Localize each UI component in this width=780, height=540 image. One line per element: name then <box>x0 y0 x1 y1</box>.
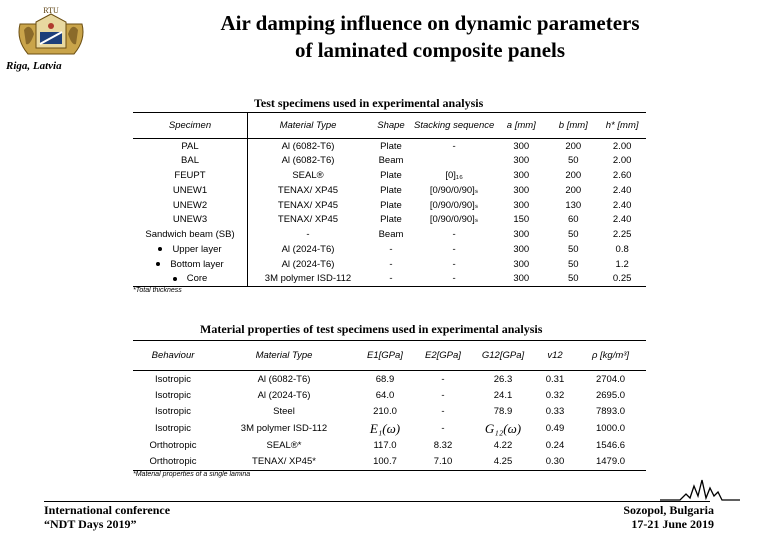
table-cell: Beam <box>378 155 404 167</box>
table-cell: 2.40 <box>612 199 632 211</box>
table-cell: 1546.6 <box>595 439 626 451</box>
table-cell: - <box>441 423 445 435</box>
table-cell: 0.33 <box>545 406 565 418</box>
table-cell: [0/90/0/90]ₛ <box>429 214 479 226</box>
table-cell: 50 <box>567 258 579 270</box>
table-cell: 300 <box>513 184 530 196</box>
footer-divider <box>44 501 710 502</box>
table-row <box>133 212 646 227</box>
table-row <box>133 404 646 421</box>
table-cell: 7893.0 <box>595 406 626 418</box>
col-header: Shape <box>368 113 414 139</box>
table-cell: Plate <box>380 199 402 211</box>
university-logo <box>10 4 92 60</box>
table-cell: 2704.0 <box>595 373 626 385</box>
table-row <box>133 257 646 272</box>
table-cell: Isotropic <box>155 373 191 385</box>
table-cell: 200 <box>565 169 582 181</box>
table-cell: 50 <box>567 229 579 241</box>
col-header: Specimen <box>133 113 248 139</box>
table-cell: 300 <box>513 169 530 181</box>
table-cell: 2695.0 <box>595 389 626 401</box>
table-cell: BAL <box>133 153 248 168</box>
table-cell: Isotropic <box>155 389 191 401</box>
table-cell: 100.7 <box>355 453 415 470</box>
table-row <box>133 168 646 183</box>
table-row <box>133 272 646 287</box>
table-cell: 1000.0 <box>595 423 626 435</box>
table-cell: 4.22 <box>493 439 513 451</box>
table-cell: Al (6082-T6) <box>257 373 311 385</box>
table2-caption: Material properties of test specimens used in experimental analysis <box>200 322 543 336</box>
col-header: h* [mm] <box>598 113 646 139</box>
table-cell: UNEW2 <box>133 198 248 213</box>
table-cell: 300 <box>513 243 530 255</box>
table-cell: 2.00 <box>612 140 632 152</box>
table-row <box>133 183 646 198</box>
specimens-table <box>133 112 646 294</box>
col-header: ρ [kg/m³] <box>575 341 646 371</box>
col-header: b [mm] <box>548 113 598 139</box>
table-cell: 2.00 <box>612 155 632 167</box>
table-cell: Beam <box>378 229 404 241</box>
table-cell: 0.24 <box>545 439 565 451</box>
table-cell: 150 <box>513 214 530 226</box>
table-cell: UNEW3 <box>133 212 248 227</box>
table-cell: 2.25 <box>612 229 632 241</box>
table-cell: 60 <box>567 214 579 226</box>
table-cell: 300 <box>513 155 530 167</box>
table-cell: 26.3 <box>493 373 513 385</box>
signal-wave-icon <box>660 474 740 502</box>
table-cell: Plate <box>380 184 402 196</box>
table-cell: 68.9 <box>375 373 395 385</box>
table2-footnote: *Material properties of a single lamina <box>133 470 251 478</box>
table-row <box>133 227 646 242</box>
table-cell: - <box>452 140 456 152</box>
slide-title <box>150 10 710 64</box>
table-cell: SEAL®* <box>266 439 302 451</box>
svg-text:RTU: RTU <box>43 6 59 15</box>
table-cell: 0.30 <box>535 453 575 470</box>
bullet-icon <box>156 262 160 266</box>
col-header: Behaviour <box>133 341 213 371</box>
table-row <box>133 371 646 388</box>
table-cell: TENAX/ XP45 <box>277 199 339 211</box>
table-cell: Plate <box>380 169 402 181</box>
table-cell: - <box>452 258 456 270</box>
col-header: v12 <box>535 341 575 371</box>
table-cell: 117.0 <box>373 439 397 451</box>
table-cell: 1.2 <box>615 258 629 270</box>
table-cell: 200 <box>565 140 582 152</box>
col-header: Material Type <box>248 113 369 139</box>
city-label: Riga, Latvia <box>6 60 62 72</box>
table-row <box>133 387 646 404</box>
table-cell: Al (2024-T6) <box>281 243 335 255</box>
table-cell: 0.8 <box>615 243 629 255</box>
table-cell: 300 <box>494 272 548 287</box>
table-cell: 200 <box>565 184 582 196</box>
table-cell: - <box>306 229 310 241</box>
table1-footnote: *Total thickness <box>133 286 182 294</box>
table-row <box>133 242 646 257</box>
table-cell: 64.0 <box>375 389 395 401</box>
table-cell: 0.31 <box>545 373 565 385</box>
table-cell: G₁₂(ω) <box>484 420 522 436</box>
table-cell: FEUPT <box>133 168 248 183</box>
table-row <box>133 139 646 154</box>
bullet-icon <box>158 247 162 251</box>
table-cell: 0.49 <box>545 423 565 435</box>
table-cell: 3M polymer ISD-112 <box>248 272 369 287</box>
table-cell: Al (6082-T6) <box>281 140 335 152</box>
table-cell: 130 <box>565 199 582 211</box>
venue-label <box>623 503 714 531</box>
table-cell: 78.9 <box>493 406 513 418</box>
table-cell: TENAX/ XP45* <box>213 453 355 470</box>
table-cell: - <box>452 243 456 255</box>
table-cell: 300 <box>513 199 530 211</box>
table-cell: 2.40 <box>612 214 632 226</box>
conference-name: International conference <box>44 503 171 517</box>
col-header: a [mm] <box>494 113 548 139</box>
table-cell: - <box>389 243 393 255</box>
table-row <box>133 198 646 213</box>
table-cell: 2.40 <box>612 184 632 196</box>
table-cell: - <box>368 272 414 287</box>
title-line-2: of laminated composite panels <box>294 38 566 62</box>
table-cell <box>414 153 494 168</box>
table-cell: Al (2024-T6) <box>257 389 311 401</box>
table-cell: E₁(ω) <box>369 420 401 436</box>
table-cell: 300 <box>513 258 530 270</box>
table-cell: 0.25 <box>598 272 646 287</box>
table-cell: Sandwich beam (SB) <box>133 227 248 242</box>
table-cell: 24.1 <box>493 389 513 401</box>
table-cell: - <box>452 229 456 241</box>
title-line-1: Air damping influence on dynamic parameters <box>220 11 640 35</box>
table-row <box>133 420 646 437</box>
table-cell: 210.0 <box>373 406 397 418</box>
table-cell: Isotropic <box>155 406 191 418</box>
col-header: Material Type <box>213 341 355 371</box>
venue-dates: 17-21 June 2019 <box>631 517 714 531</box>
table-cell: [0/90/0/90]ₛ <box>429 199 479 211</box>
table-cell: 3M polymer ISD-112 <box>240 423 328 435</box>
table-row <box>133 153 646 168</box>
table-cell: [0]₁₆ <box>445 169 463 181</box>
col-header: E2[GPa] <box>415 341 471 371</box>
table-cell: TENAX/ XP45 <box>277 214 339 226</box>
table-cell: 50 <box>548 272 598 287</box>
table-cell: Upper layer <box>133 242 248 257</box>
table-cell: 1479.0 <box>575 453 646 470</box>
table-cell: - <box>441 389 445 401</box>
col-header: Stacking sequence <box>414 113 494 139</box>
table-cell: 300 <box>513 229 530 241</box>
table-cell: 2.60 <box>612 169 632 181</box>
table-cell: - <box>441 406 445 418</box>
table-cell: Steel <box>273 406 295 418</box>
table-cell: Plate <box>380 214 402 226</box>
conference-title: “NDT Days 2019” <box>44 517 137 531</box>
table-row <box>133 437 646 454</box>
table-cell: - <box>441 373 445 385</box>
table-cell: Plate <box>380 140 402 152</box>
table-cell: PAL <box>133 139 248 154</box>
table-cell: Bottom layer <box>133 257 248 272</box>
table-row <box>133 453 646 470</box>
table-cell: TENAX/ XP45 <box>277 184 339 196</box>
conference-label <box>44 503 170 531</box>
table-cell: 300 <box>513 140 530 152</box>
table-cell: UNEW1 <box>133 183 248 198</box>
col-header: G12[GPa] <box>471 341 535 371</box>
col-header: E1[GPa] <box>355 341 415 371</box>
material-properties-table <box>133 340 646 478</box>
table-cell: 50 <box>567 243 579 255</box>
table-cell: 7.10 <box>415 453 471 470</box>
table1-caption: Test specimens used in experimental analysis <box>254 96 484 110</box>
table-cell: 4.25 <box>471 453 535 470</box>
venue-location: Sozopol, Bulgaria <box>623 503 714 517</box>
table-cell: SEAL® <box>292 169 324 181</box>
table-cell: 50 <box>567 155 579 167</box>
table-cell: Core <box>133 272 248 287</box>
bullet-icon <box>173 277 177 281</box>
table-cell: 0.32 <box>545 389 565 401</box>
table-cell: Orthotropic <box>133 453 213 470</box>
table-cell: Al (6082-T6) <box>281 155 335 167</box>
table-cell: - <box>414 272 494 287</box>
table-cell: - <box>389 258 393 270</box>
table-cell: Al (2024-T6) <box>281 258 335 270</box>
table-cell: [0/90/0/90]ₛ <box>429 184 479 196</box>
table-cell: 8.32 <box>433 439 453 451</box>
table-cell: Orthotropic <box>149 439 197 451</box>
table-cell: Isotropic <box>155 423 191 435</box>
